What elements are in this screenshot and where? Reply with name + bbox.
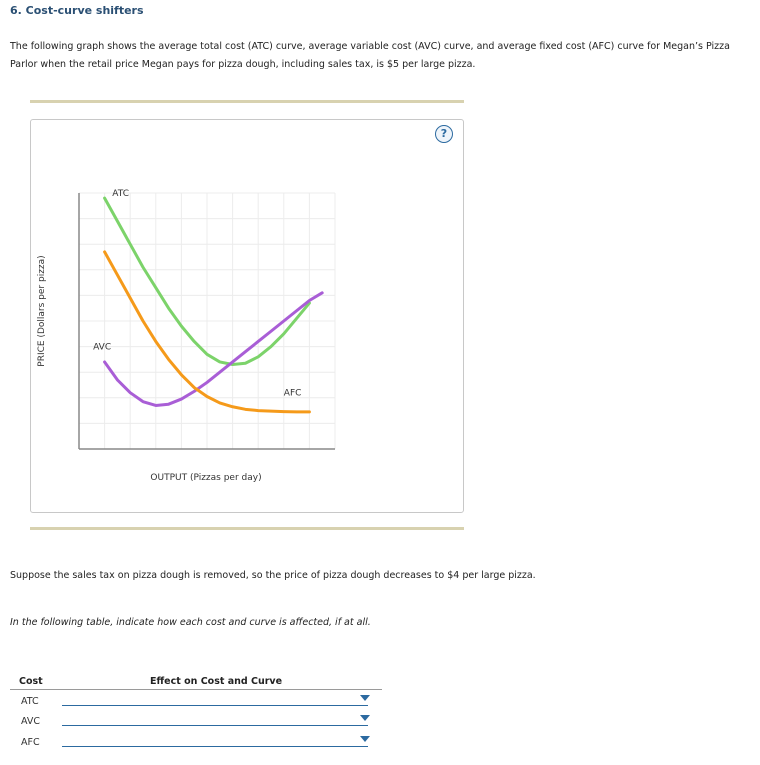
chevron-down-icon[interactable]: [360, 736, 370, 742]
avc-curve-label: AVC: [93, 342, 112, 353]
row-label-afc: AFC: [21, 737, 40, 748]
curve-labels: [93, 189, 301, 399]
question-title: 6. Cost-curve shifters: [10, 4, 144, 17]
help-button[interactable]: ?: [435, 125, 453, 143]
scenario-text: Suppose the sales tax on pizza dough is removed, so the price of pizza dough decreases to $4 per large pizza.: [10, 570, 536, 581]
bottom-divider: [30, 527, 464, 530]
row-label-atc: ATC: [21, 696, 39, 707]
curves[interactable]: [105, 198, 323, 412]
chevron-down-icon[interactable]: [360, 695, 370, 701]
row-label-avc: AVC: [21, 716, 41, 727]
y-axis-label: PRICE (Dollars per pizza): [37, 255, 47, 367]
table-header-divider: [10, 689, 382, 690]
x-axis-label: OUTPUT (Pizzas per day): [150, 473, 262, 483]
dropdown-atc-effect[interactable]: [62, 693, 368, 706]
dropdown-avc-effect[interactable]: [62, 713, 368, 726]
atc-curve-label: ATC: [112, 189, 129, 199]
afc-curve-label: AFC: [283, 388, 302, 399]
chevron-down-icon[interactable]: [360, 715, 370, 721]
intro-text: The following graph shows the average total cost (ATC) curve, average variable cost (AVC) curve, and average fixed cost (AFC) curve for Megan’s Pizza Parlor when the retail price Megan pays for pizza dough, including sales tax, is $5 per large pizza.: [10, 41, 730, 70]
table-header-effect: Effect on Cost and Curve: [150, 676, 283, 687]
table-header-cost: Cost: [19, 676, 43, 687]
dropdown-afc-effect[interactable]: [62, 734, 368, 747]
instruction-text: In the following table, indicate how each cost and curve is affected, if at all.: [10, 617, 371, 628]
